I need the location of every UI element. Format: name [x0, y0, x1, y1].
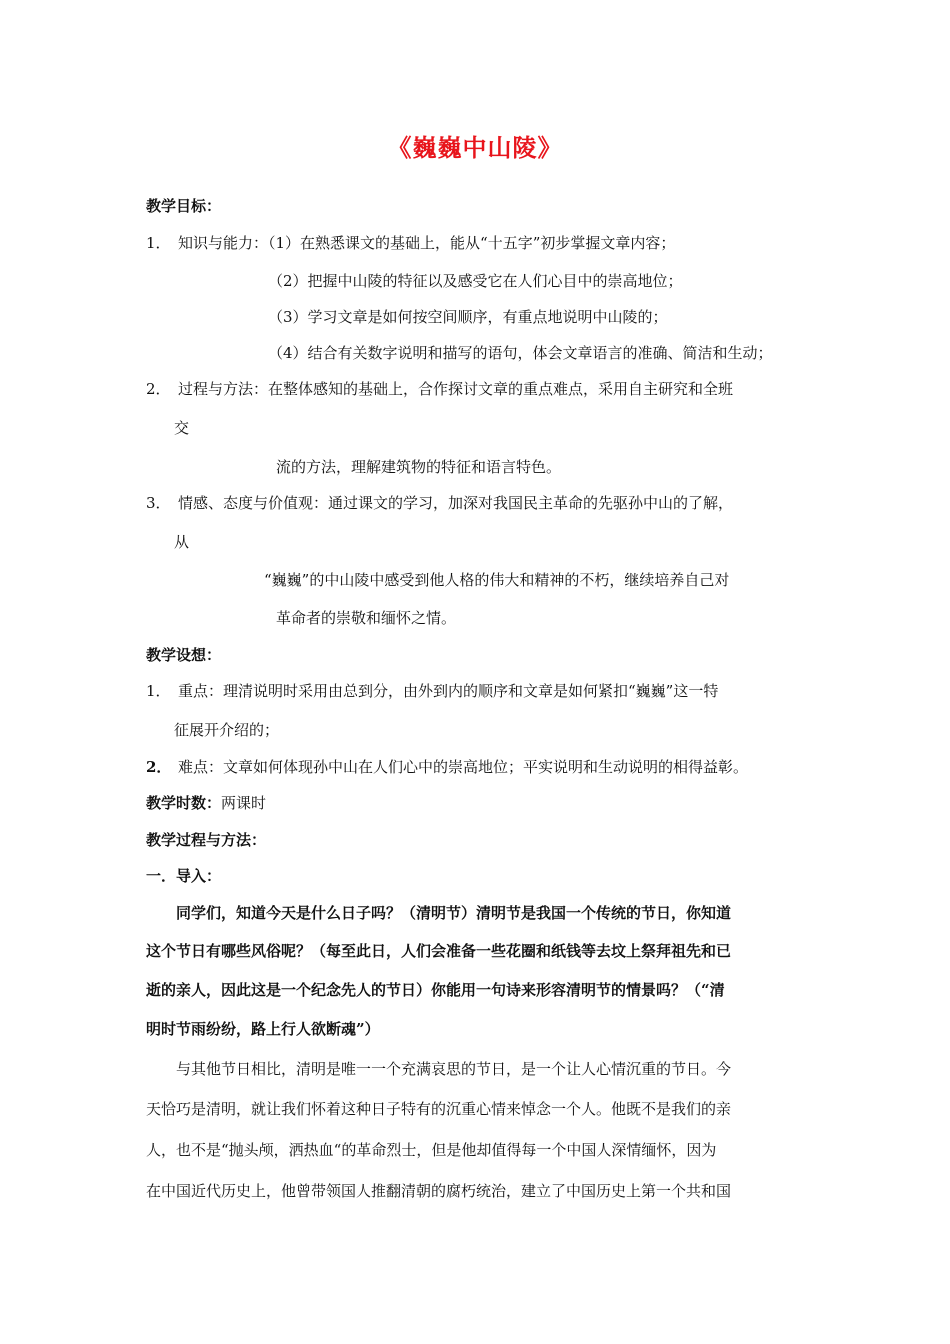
document-title: 《巍巍中山陵》 — [387, 134, 563, 162]
goal-item-3-text: 情感、态度与价值观：通过课文的学习，加深对我国民主革命的先驱孙中山的了解， — [178, 494, 734, 512]
process-heading: 教学过程与方法： — [146, 831, 267, 849]
step-1-heading: 一．导入： — [146, 867, 222, 885]
design-item-1-line-2: 征展开介绍的； — [174, 721, 280, 739]
goal-item-3 — [146, 493, 733, 513]
list-number: 3． — [146, 494, 171, 512]
intro-para-line: 与其他节日相比，清明是唯一一个充满哀思的节日，是一个让人心情沉重的节日。今 — [176, 1060, 732, 1078]
goal-item-2-line-2: 交 — [174, 419, 190, 437]
design-heading: 教学设想： — [146, 646, 222, 664]
intro-bold-line: 逝的亲人，因此这是一个纪念先人的节日）你能用一句诗来形容清明节的情景吗？（“清 — [146, 981, 725, 999]
intro-bold-line: 明时节雨纷纷，路上行人欲断魂”） — [146, 1020, 380, 1038]
goal-item-3-line-3: “巍巍”的中山陵中感受到他人格的伟大和精神的不朽，继续培养自己对 — [264, 571, 730, 589]
goal-item-1-text: 知识与能力：（1）在熟悉课文的基础上，能从“十五字”初步掌握文章内容； — [178, 234, 676, 252]
goal-item-1-sub-2: （2）把握中山陵的特征以及感受它在人们心目中的崇高地位； — [268, 272, 683, 290]
teaching-time-value: 两课时 — [221, 794, 267, 812]
goal-item-3-line-2: 从 — [174, 533, 190, 551]
goal-item-1-sub-4: （4）结合有关数字说明和描写的语句，体会文章语言的准确、简洁和生动； — [268, 344, 773, 362]
teaching-time-label: 教学时数： — [146, 794, 222, 812]
list-number: 1． — [146, 682, 171, 700]
goal-item-1-sub-3: （3）学习文章是如何按空间顺序，有重点地说明中山陵的； — [268, 308, 668, 326]
intro-para-line: 在中国近代历史上，他曾带领国人推翻清朝的腐朽统治，建立了中国历史上第一个共和国 — [146, 1182, 732, 1200]
goal-item-2 — [146, 379, 733, 399]
list-number: 2． — [146, 380, 171, 398]
design-item-2 — [146, 757, 748, 777]
goal-item-1 — [146, 233, 675, 253]
list-number: 2． — [146, 758, 172, 776]
intro-para-line: 天恰巧是清明，就让我们怀着这种日子特有的沉重心情来悼念一个人。他既不是我们的亲 — [146, 1100, 732, 1118]
goal-item-3-line-4: 革命者的崇敬和缅怀之情。 — [276, 609, 457, 627]
design-item-2-text: 难点：文章如何体现孙中山在人们心中的崇高地位；平实说明和生动说明的相得益彰。 — [178, 758, 749, 776]
goal-item-2-line-3: 流的方法，理解建筑物的特征和语言特色。 — [276, 458, 562, 476]
design-item-1 — [146, 681, 718, 701]
list-number: 1． — [146, 234, 171, 252]
goals-heading: 教学目标： — [146, 197, 222, 215]
teaching-time — [146, 793, 266, 813]
intro-bold-line: 这个节日有哪些风俗呢？（每至此日，人们会准备一些花圈和纸钱等去坟上祭拜祖先和已 — [146, 942, 732, 960]
design-item-1-text: 重点：理清说明时采用由总到分，由外到内的顺序和文章是如何紧扣“巍巍”这一特 — [178, 682, 719, 700]
intro-bold-line: 同学们，知道今天是什么日子吗？（清明节）清明节是我国一个传统的节日，你知道 — [176, 904, 732, 922]
goal-item-2-text: 过程与方法：在整体感知的基础上，合作探讨文章的重点难点，采用自主研究和全班 — [178, 380, 734, 398]
intro-para-line: 人，也不是“抛头颅，洒热血“的革命烈士，但是他却值得每一个中国人深情缅怀，因为 — [146, 1141, 717, 1159]
